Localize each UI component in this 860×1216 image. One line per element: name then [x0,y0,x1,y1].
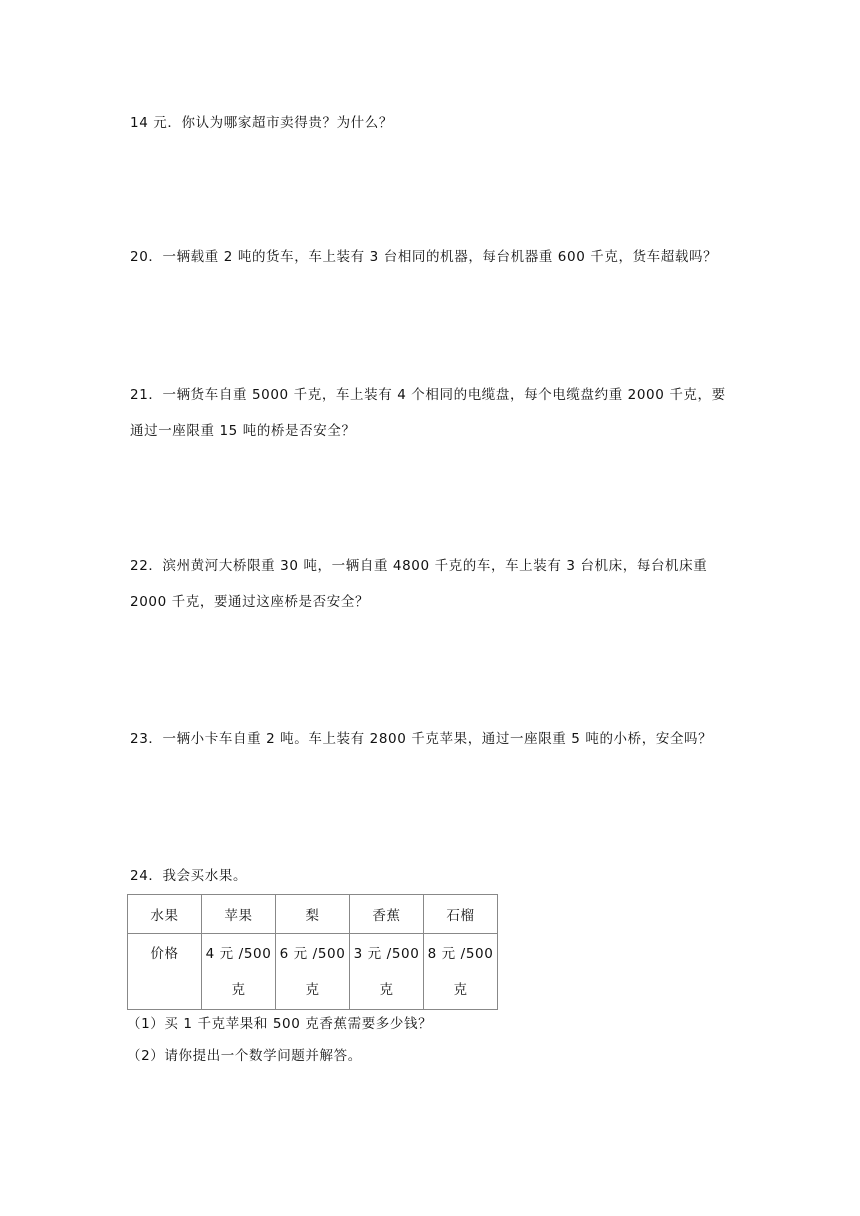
price-banana: 3 元 /500 克 [353,946,420,998]
question-20: 20．一辆载重 2 吨的货车，车上装有 3 台相同的机器，每台机器重 600 千克，货车超载吗？ [130,249,718,265]
question-21-line1: 21．一辆货车自重 5000 千克，车上装有 4 个相同的电缆盘，每个电缆盘约重 2000 千克，要 [130,387,726,403]
price-cell-apple [202,934,276,1010]
table-header-row [128,895,498,934]
price-cell-pear [276,934,350,1010]
question-24-sub2: （2）请你提出一个数学问题并解答。 [127,1048,362,1064]
question-23: 23．一辆小卡车自重 2 吨。车上装有 2800 千克苹果，通过一座限重 5 吨的小桥，安全吗？ [130,731,713,747]
header-cell-banana: 香蕉 [350,895,424,934]
header-cell-apple: 苹果 [202,895,276,934]
question-24-sub1: （1）买 1 千克苹果和 500 克香蕉需要多少钱？ [127,1016,433,1032]
price-cell-pomegranate [424,934,498,1010]
question-24: 24．我会买水果。 [130,868,248,884]
price-pear: 6 元 /500 克 [279,946,346,998]
price-apple: 4 元 /500 克 [205,946,272,998]
question-22-line1: 22．滨州黄河大桥限重 30 吨，一辆自重 4800 千克的车，车上装有 3 台机床，每台机床重 [130,558,708,574]
header-cell-fruit: 水果 [128,895,202,934]
header-cell-pear: 梨 [276,895,350,934]
row-label-price: 价格 [128,934,202,1010]
question-22-line2: 2000 千克，要通过这座桥是否安全？ [130,594,370,610]
table-price-row [128,934,498,1010]
price-pomegranate: 8 元 /500 克 [427,946,494,998]
question-19-tail: 14 元．你认为哪家超市卖得贵？为什么？ [130,115,393,131]
fruit-price-table [127,894,498,1010]
price-cell-banana [350,934,424,1010]
question-21-line2: 通过一座限重 15 吨的桥是否安全？ [130,423,356,439]
header-cell-pomegranate: 石榴 [424,895,498,934]
